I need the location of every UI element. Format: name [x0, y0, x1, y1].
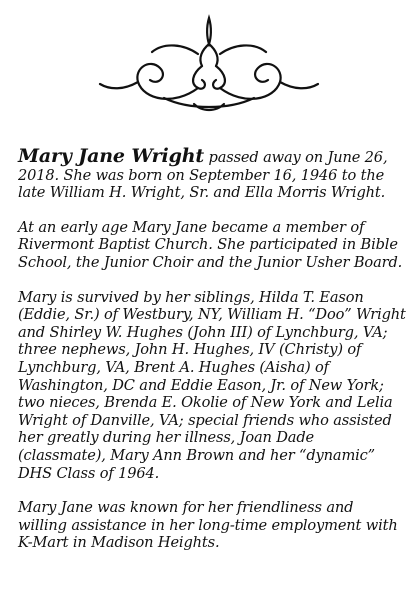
- scroll-flourish-icon: [94, 14, 324, 114]
- obituary-paragraph-4: Mary Jane was known for her friendliness and willing assistance in her long-time employment with K-Mart in Madison Heights.: [18, 499, 398, 552]
- obituary-paragraph-2: At an early age Mary Jane became a member of Rivermont Baptist Church. She participated in Bible School, the Junior Choir and the Junior Usher Board.: [18, 218, 403, 271]
- obituary-text: [18, 145, 406, 569]
- obituary-paragraph-3: Mary is survived by her siblings, Hilda T. Eason (Eddie, Sr.) of Westbury, NY, William H. “Doo” Wright and Shirley W. Hughes (John III) of Lynchburg, VA; three nephews, John H. Hughes, IV (Christy) of Lynchburg, VA, Brent A. Hughes (Aisha) of Washington, DC and Eddie Eason, Jr. of New York; two nieces, Brenda E. Okolie of New York and Lelia Wright of Danville, VA; special friends who assisted her greatly during her illness, Joan Dade (classmate), Mary Ann Brown and her “dynamic” DHS Class of 1964.: [18, 288, 406, 482]
- deceased-name: Mary Jane Wright: [18, 145, 205, 167]
- obituary-paragraph-1: [18, 145, 406, 202]
- obituary-paragraph-1-text: passed away on June 26, 2018. She was born on September 16, 1946 to the late William H. Wright, Sr. and Ella Morris Wright.: [18, 149, 388, 202]
